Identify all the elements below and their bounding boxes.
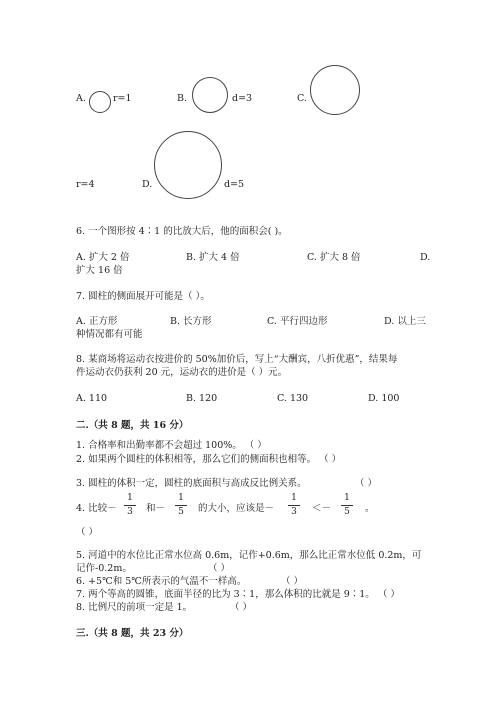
q7-option-c: C. 平行四边形 <box>267 316 328 327</box>
judge-6-paren: （ ） <box>281 576 304 587</box>
judge-3: 3. 圆柱的体积一定，圆柱的底面积与高成反比例关系。 <box>76 478 307 489</box>
circle-b <box>192 77 228 113</box>
fraction-one-third-b <box>288 494 300 517</box>
option-b-label: B. <box>177 93 188 104</box>
fraction-bar <box>341 505 353 506</box>
circle-d <box>154 131 222 199</box>
fraction-bar <box>288 505 300 506</box>
circle-a <box>89 91 111 113</box>
fraction-numerator: 1 <box>344 493 350 503</box>
q7-option-a: A. 正方形 <box>76 316 118 327</box>
fraction-one-fifth-a <box>175 494 187 517</box>
fraction-numerator: 1 <box>178 493 184 503</box>
judge-4-part-d: ＜－ <box>312 503 332 514</box>
circle-r4-label: r=4 <box>76 179 95 190</box>
option-a-label: A. <box>76 93 86 104</box>
section-3-title: 三.（共 8 题，共 23 分） <box>76 628 189 639</box>
q6-option-c: C. 扩大 8 倍 <box>307 252 361 263</box>
judge-7: 7. 两个等高的圆锥，底面半径的比为 3∶1，那么体积的比就是 9∶1。 （ ） <box>76 589 400 600</box>
fraction-denominator: 5 <box>178 507 184 517</box>
fraction-denominator: 5 <box>344 507 350 517</box>
q6-stem: 6. 一个图形按 4∶1 的比放大后，他的面积会( )。 <box>76 226 288 237</box>
q8-option-d: D. 100 <box>368 393 400 404</box>
judge-8-paren: （ ） <box>230 602 253 613</box>
q8-option-c: C. 130 <box>277 393 309 404</box>
fraction-numerator: 1 <box>291 493 297 503</box>
fraction-one-fifth-b <box>341 494 353 517</box>
circle-c <box>310 65 360 115</box>
judge-4-part-c: 的大小，应该是－ <box>198 503 275 514</box>
q8-line1: 8. 某商场将运动衣按进价的 50%加价后，写上“大酬宾，八折优惠”，结果每 <box>76 354 398 365</box>
judge-4-part-e: 。 <box>365 503 375 514</box>
judge-5-paren: （ ） <box>208 563 231 574</box>
judge-3-paren: （ ） <box>355 478 378 489</box>
q8-line2: 件运动衣仍获利 20 元，运动衣的进价是（ ）元。 <box>76 367 288 378</box>
judge-1: 1. 合格率和出勤率都不会超过 100%。 （ ） <box>76 440 267 451</box>
option-d-label: D. <box>142 179 153 190</box>
q6-option-a: A. 扩大 2 倍 <box>76 252 130 263</box>
q6-option-d: D. <box>420 252 431 263</box>
q6-option-b: B. 扩大 4 倍 <box>186 252 240 263</box>
judge-2: 2. 如果两个圆柱的体积相等，那么它们的侧面积也相等。 （ ） <box>76 454 342 465</box>
fraction-bar <box>175 505 187 506</box>
judge-6: 6. +5℃和 5℃所表示的气温不一样高。 <box>76 576 247 587</box>
fraction-one-third-a <box>124 494 136 517</box>
judge-5-line2: 记作-0.2m。 <box>76 563 132 574</box>
fraction-numerator: 1 <box>127 493 133 503</box>
q8-option-b: B. 120 <box>186 393 218 404</box>
judge-8: 8. 比例尺的前项一定是 1。 <box>76 602 193 613</box>
fraction-denominator: 3 <box>127 507 133 517</box>
q7-stem: 7. 圆柱的侧面展开可能是（ ）。 <box>76 291 210 302</box>
q7-option-d-cont: 种情况都有可能 <box>76 329 143 340</box>
q7-option-d: D. 以上三 <box>384 316 426 327</box>
section-2-title: 二.（共 8 题，共 16 分） <box>76 420 189 431</box>
circle-a-radius: r=1 <box>113 93 132 104</box>
circle-d-diameter: d=5 <box>224 179 245 190</box>
q6-option-d-text: 扩大 16 倍 <box>76 265 123 276</box>
judge-5-line1: 5. 河道中的水位比正常水位高 0.6m，记作+0.6m，那么比正常水位低 0.2m，可 <box>76 550 422 561</box>
judge-4-part-a: 4. 比较－ <box>76 503 117 514</box>
fraction-denominator: 3 <box>291 507 297 517</box>
q7-option-b: B. 长方形 <box>170 316 212 327</box>
q8-option-a: A. 110 <box>76 393 108 404</box>
judge-4-part-b: 和－ <box>146 503 166 514</box>
circle-b-diameter: d=3 <box>232 93 253 104</box>
judge-4-paren: （ ） <box>76 527 99 538</box>
fraction-bar <box>124 505 136 506</box>
option-c-label: C. <box>297 93 307 104</box>
